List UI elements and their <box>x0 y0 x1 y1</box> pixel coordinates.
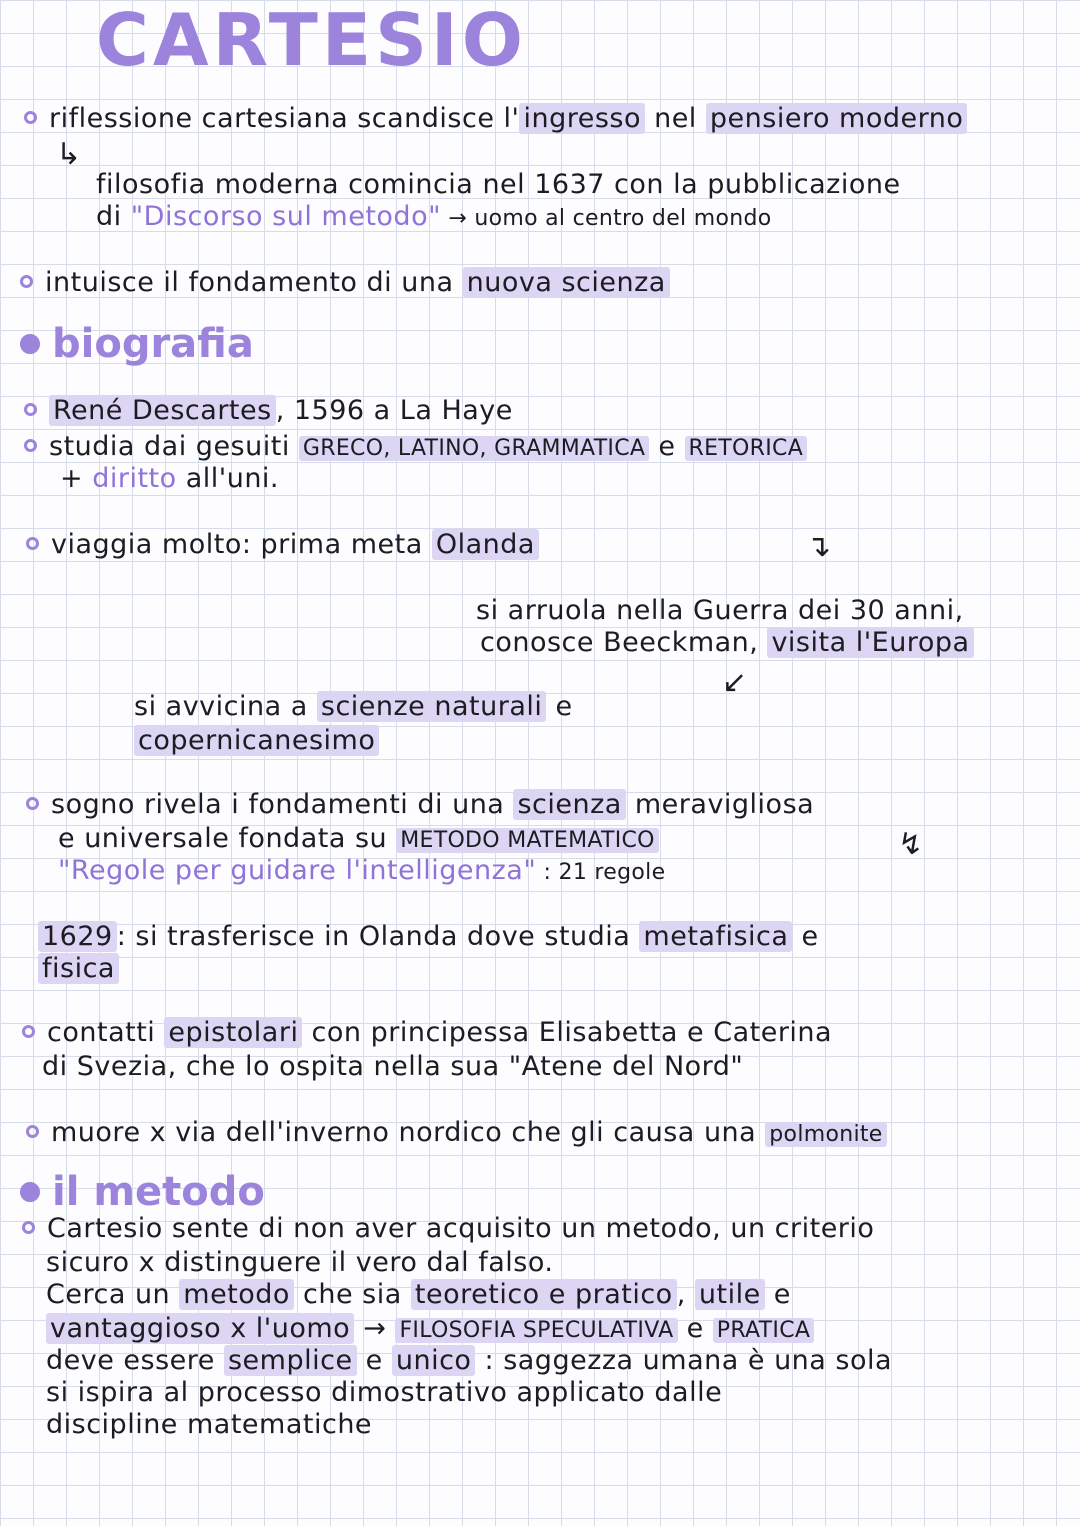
bullet-icon <box>26 797 39 810</box>
intro-line-4: intuisce il fondamento di una nuova scienza <box>20 266 670 300</box>
bio-line-4: viaggia molto: prima meta Olanda <box>26 528 539 562</box>
bio-line-1: René Descartes , 1596 a La Haye <box>24 394 513 428</box>
bullet-icon <box>26 1125 39 1138</box>
bio-line-3: + diritto all'uni. <box>60 463 280 494</box>
metodo-line-7: discipline matematiche <box>46 1409 373 1440</box>
metodo-line-4: vantaggioso x l'uomo → FILOSOFIA SPECULATIVA e PRATICA <box>46 1312 814 1348</box>
metodo-line-2: sicuro x distinguere il vero dal falso. <box>46 1247 554 1278</box>
bio-line-2: studia dai gesuiti GRECO, LATINO, GRAMMATICA e RETORICA <box>24 430 807 466</box>
bio-line-16: muore x via dell'inverno nordico che gli causa una polmonite <box>26 1116 887 1152</box>
bio-line-7: si avvicina a scienze naturali e <box>134 691 573 722</box>
arrow-down-left-icon: ↙ <box>722 665 748 700</box>
arrow-down-icon: ↴ <box>806 529 832 564</box>
bio-line-14: contatti epistolari con principessa Elisabetta e Caterina <box>22 1016 832 1050</box>
section-heading-metodo: il metodo <box>20 1168 265 1216</box>
bullet-icon <box>24 439 37 452</box>
intro-line-3: di "Discorso sul metodo" → uomo al centro del mondo <box>96 201 772 232</box>
bullet-icon <box>22 1025 35 1038</box>
metodo-line-1: Cartesio sente di non aver acquisito un metodo, un criterio <box>22 1212 874 1246</box>
bio-line-11: "Regole per guidare l'intelligenza" : 21 regole <box>58 855 666 886</box>
metodo-line-5: deve essere semplice e unico : saggezza umana è una sola <box>46 1345 893 1376</box>
section-heading-biografia: biografia <box>20 320 254 368</box>
bullet-icon <box>20 1182 40 1202</box>
metodo-line-6: si ispira al processo dimostrativo applicato dalle <box>46 1377 723 1408</box>
bullet-icon <box>22 1221 35 1234</box>
bio-line-10: e universale fondata su METODO MATEMATICO <box>58 822 659 858</box>
intro-line-1: riflessione cartesiana scandisce l' ingresso nel pensiero moderno <box>24 102 967 136</box>
bullet-icon <box>24 403 37 416</box>
bio-line-8: copernicanesimo <box>134 724 379 758</box>
bullet-icon <box>20 275 33 288</box>
bio-line-13: fisica <box>38 952 119 986</box>
curved-arrow-icon: ↳ <box>56 137 82 172</box>
bio-line-5: si arruola nella Guerra dei 30 anni, <box>476 595 964 626</box>
bio-line-15: di Svezia, che lo ospita nella sua "Atene del Nord" <box>42 1051 744 1082</box>
page-title: CARTESIO <box>96 0 527 82</box>
bullet-icon <box>26 537 39 550</box>
intro-line-2: filosofia moderna comincia nel 1637 con la pubblicazione <box>96 169 901 200</box>
arrow-down-right-icon: ↯ <box>898 827 924 862</box>
bio-line-6: conosce Beeckman, visita l'Europa <box>480 626 974 660</box>
bio-line-9: sogno rivela i fondamenti di una scienza meravigliosa <box>26 788 814 822</box>
bio-line-12: 1629 : si trasferisce in Olanda dove studia metafisica e <box>38 920 819 954</box>
bullet-icon <box>20 334 40 354</box>
bullet-icon <box>24 111 37 124</box>
metodo-line-3: Cerca un metodo che sia teoretico e pratico , utile e <box>46 1279 791 1310</box>
